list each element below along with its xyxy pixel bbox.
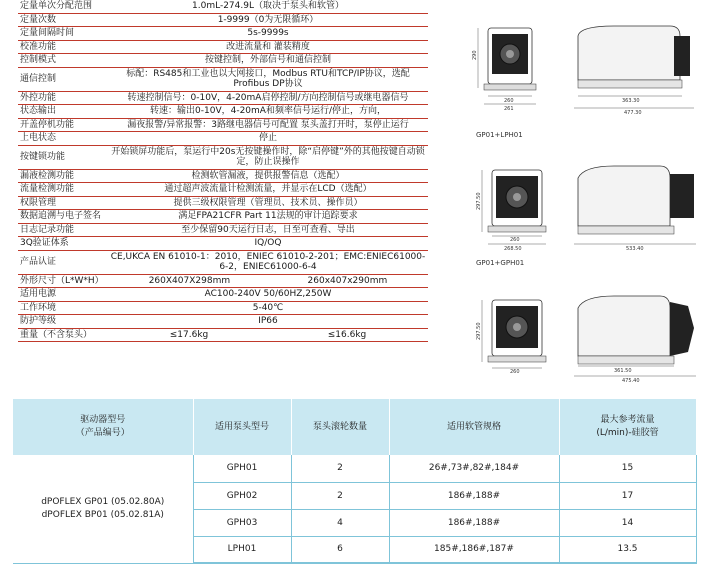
spec-value: 1-9999（0为无限循环） xyxy=(108,13,428,27)
drawing-pump-gp01 xyxy=(474,4,704,119)
spec-row xyxy=(18,288,428,302)
dim-261: 261 xyxy=(504,106,514,112)
spec-value: 5s-9999s xyxy=(108,27,428,41)
spec-row xyxy=(18,27,428,41)
spec-value: 满足FPA21CFR Part 11法规的审计追踪要求 xyxy=(108,210,428,224)
cell-tube: 185#,186#,187# xyxy=(389,536,559,563)
spec-value-gp01: ≤17.6kg xyxy=(169,329,209,340)
spec-row xyxy=(18,301,428,315)
spec-value: CE,UKCA EN 61010-1：2010，ENIEC 61010-2-201；EMC:ENIEC61000-6-2，ENIEC61000-6-4 xyxy=(108,250,428,274)
dim-290: 290 xyxy=(472,50,478,60)
dim-477: 477.30 xyxy=(624,110,642,116)
spec-value-pair xyxy=(108,274,428,288)
spec-key: 数据追溯与电子签名 xyxy=(18,210,108,224)
spec-key: 漏液检测功能 xyxy=(18,169,108,183)
cell-flow: 14 xyxy=(559,509,696,536)
drawing-gp01-gph01 xyxy=(474,276,704,386)
table-row xyxy=(13,455,696,482)
spec-table xyxy=(18,0,428,342)
spec-row xyxy=(18,169,428,183)
dim-361: 361.50 xyxy=(614,368,632,374)
cell-rollers: 4 xyxy=(291,509,389,536)
spec-row xyxy=(18,54,428,68)
spec-row xyxy=(18,183,428,197)
spec-value: 通过超声波流量计检测流量，并显示在LCD（选配） xyxy=(108,183,428,197)
spec-row xyxy=(18,237,428,251)
spec-value: 转速控制信号：0-10V，4-20mA启停控制/方向控制信号或继电器信号 xyxy=(108,91,428,105)
spec-key: 外形尺寸（L*W*H） xyxy=(18,274,108,288)
spec-value: 检测软管漏液，提供报警信息（选配） xyxy=(108,169,428,183)
spec-value: IQ/OQ xyxy=(108,237,428,251)
spec-value: 停止 xyxy=(108,132,428,146)
dim-297-a: 297.50 xyxy=(476,192,482,210)
spec-value-bp01: ≤16.6kg xyxy=(327,329,367,340)
spec-key: 校准功能 xyxy=(18,40,108,54)
spec-row xyxy=(18,132,428,146)
spec-key: 定量间隔时间 xyxy=(18,27,108,41)
caption-gp01-gph01: GP01+GPH01 xyxy=(476,259,525,267)
spec-key: 通信控制 xyxy=(18,67,108,91)
spec-key: 权限管理 xyxy=(18,196,108,210)
model-table xyxy=(13,399,697,564)
spec-row xyxy=(18,210,428,224)
spec-row xyxy=(18,223,428,237)
dim-475: 475.40 xyxy=(622,378,640,384)
spec-key: 产品认证 xyxy=(18,250,108,274)
spec-key: 适用电源 xyxy=(18,288,108,302)
spec-key: 状态输出 xyxy=(18,105,108,119)
spec-value: 转速：输出0-10V，4-20mA和频率信号运行/停止，方向， xyxy=(108,105,428,119)
dim-260-a: 260 xyxy=(510,237,520,243)
spec-value: 改进流量和 灌装精度 xyxy=(108,40,428,54)
header-pump-head: 适用泵头型号 xyxy=(193,399,291,455)
spec-row xyxy=(18,13,428,27)
cell-head: LPH01 xyxy=(193,536,291,563)
cell-rollers: 2 xyxy=(291,482,389,509)
spec-value: 按键控制，外部信号和通信控制 xyxy=(108,54,428,68)
spec-row xyxy=(18,328,428,342)
cell-head: GPH02 xyxy=(193,482,291,509)
drawing-gp01-lph01 xyxy=(474,148,704,253)
spec-key: 工作环境 xyxy=(18,301,108,315)
header-rollers: 泵头滚轮数量 xyxy=(291,399,389,455)
dim-268: 268.50 xyxy=(504,246,522,252)
cell-flow: 13.5 xyxy=(559,536,696,563)
spec-key: 控制模式 xyxy=(18,54,108,68)
cell-rollers: 2 xyxy=(291,455,389,482)
spec-row xyxy=(18,118,428,132)
spec-value-bp01: 260x407x290mm xyxy=(307,275,388,286)
spec-row xyxy=(18,105,428,119)
caption-gp01-lph01: GP01+LPH01 xyxy=(476,131,523,139)
cell-head: GPH03 xyxy=(193,509,291,536)
spec-row xyxy=(18,67,428,91)
dim-260: 260 xyxy=(504,98,514,104)
spec-value-gp01: 260X407X298mm xyxy=(148,275,231,286)
spec-key: 定量单次分配范围 xyxy=(18,0,108,13)
spec-value: IP66 xyxy=(108,315,428,329)
spec-row xyxy=(18,250,428,274)
spec-value: 漏夜报警/异常报警：3路继电器信号可配置 泵头盖打开时，泵停止运行 xyxy=(108,118,428,132)
cell-rollers: 6 xyxy=(291,536,389,563)
dim-533: 533.40 xyxy=(626,246,644,252)
spec-key: 日志记录功能 xyxy=(18,223,108,237)
spec-value: 开始锁屏功能后，泵运行中20s无按键操作时，除“启停键”外的其他按键自动锁定，防止误操作 xyxy=(108,145,428,169)
spec-row xyxy=(18,196,428,210)
cell-flow: 17 xyxy=(559,482,696,509)
spec-key: 防护等级 xyxy=(18,315,108,329)
spec-key: 重量（不含泵头） xyxy=(18,328,108,342)
spec-key: 上电状态 xyxy=(18,132,108,146)
spec-key: 定量次数 xyxy=(18,13,108,27)
header-tube: 适用软管规格 xyxy=(389,399,559,455)
spec-row xyxy=(18,0,428,13)
spec-value: 5-40℃ xyxy=(108,301,428,315)
spec-value: 1.0mL-274.9L（取决于泵头和软管） xyxy=(108,0,428,13)
cell-head: GPH01 xyxy=(193,455,291,482)
spec-row xyxy=(18,91,428,105)
spec-row xyxy=(18,40,428,54)
header-driver-model: 驱动器型号 （产品编号） xyxy=(13,399,193,455)
spec-value: AC100-240V 50/60HZ,250W xyxy=(108,288,428,302)
dim-363: 363.30 xyxy=(622,98,640,104)
spec-key: 流量检测功能 xyxy=(18,183,108,197)
spec-row xyxy=(18,315,428,329)
cell-tube: 186#,188# xyxy=(389,482,559,509)
header-max-flow: 最大参考流量 (L/min)-硅胶管 xyxy=(559,399,696,455)
spec-value: 至少保留90天运行日志，日至可查看、导出 xyxy=(108,223,428,237)
spec-key: 3Q验证体系 xyxy=(18,237,108,251)
cell-tube: 26#,73#,82#,184# xyxy=(389,455,559,482)
spec-row xyxy=(18,274,428,288)
spec-row xyxy=(18,145,428,169)
cell-flow: 15 xyxy=(559,455,696,482)
spec-key: 开盖停机功能 xyxy=(18,118,108,132)
spec-value: 标配：RS485和工业也以大网接口，Modbus RTU和TCP/IP协议，选配Profibus DP协议 xyxy=(108,67,428,91)
driver-model-cell: dPOFLEX GP01 (05.02.80A) dPOFLEX BP01 (05.02.81A) xyxy=(13,455,193,563)
dim-297-b: 297.50 xyxy=(476,322,482,340)
dim-260-b: 260 xyxy=(510,369,520,375)
cell-tube: 186#,188# xyxy=(389,509,559,536)
spec-value-pair xyxy=(108,328,428,342)
spec-key: 外控功能 xyxy=(18,91,108,105)
spec-key: 按键锁功能 xyxy=(18,145,108,169)
spec-value: 提供三级权限管理（管理员、技术员、操作员） xyxy=(108,196,428,210)
